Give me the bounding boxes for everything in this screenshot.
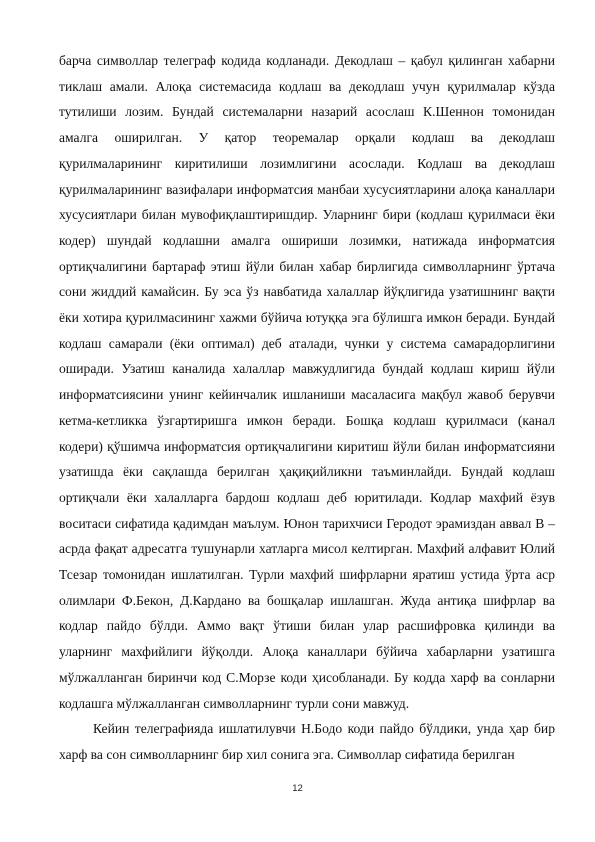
body-paragraph-1: барча символлар телеграф кодида кодланади. Декодлаш – қабул қилинган хабарни тиклаш амали. Алоқа системасида кодлаш ва декодлаш учун қурилмалар кўзда тутилиши лозим. Бундай системаларни назарий асослаш К.Шеннон томонидан амалга оширилган. У қатор теоремалар орқали кодлаш ва декодлаш қурилмаларининг киритилиши лозимлигини асослади. Кодлаш ва декодлаш қурилмаларининг вазифалари информатсия манбаи хусусиятларини алоқа каналлари хусусиятлари билан мувофиқлаштиришдир. Уларнинг бири (кодлаш қурилмаси ёки кодер) шундай кодлашни амалга ошириши лозимки, натижада информатсия ортиқчалигини бартараф этиш йўли билан хабар бирлигида символларнинг ўртача сони жиддий камайсин. Бу эса ўз навбатида халаллар йўқлигида узатишнинг вақти ёки хотира қурилмасининг хажми бўйича ютуққа эга бўлишга имкон беради. Бундай кодлаш самарали (ёки оптимал) деб аталади, чунки у система самарадорлигини оширади. Узатиш каналида халаллар мавжудлигида бундай кодлаш кириш йўли информатсиясини унинг кейинчалик ишланиши масаласига мақбул жавоб берувчи кетма-кетликка ўзгартиришга имкон беради. Бошқа кодлаш қурилмаси (канал кодери) қўшимча информатсия ортиқчалигини киритиш йўли билан информатсияни узатишда ёки сақлашда берилган ҳақиқийликни таъминлайди. Бундай кодлаш ортиқчали ёки халалларга бардош кодлаш деб юритилади. Кодлар махфий ёзув воситаси сифатида қадимдан маълум. Юнон тарихчиси Геродот эрамиздан аввал В – асрда фақат адресатга тушунарли хатларга мисол келтирган. Махфий алфавит Юлий Тсезар томонидан ишлатилган. Турли махфий шифрларни яратиш устида ўрта аср олимлари Ф.Бекон, Д.Кардано ва бошқалар ишлашган. Жуда антиқа шифрлар ва кодлар пайдо бўлди. Аммо вақт ўтиши билан улар расшифровка қилинди ва уларнинг махфийлиги йўқолди. Алоқа каналлари бўйича хабарларни узатишга мўлжалланган биринчи код С.Морзе коди ҳисобланади. Бу кодда харф ва сонларни кодлашга мўлжалланган символларнинг турли сони мавжуд. <box>59 53 555 711</box>
document-page <box>59 48 555 768</box>
page-number: 12 <box>292 783 303 794</box>
body-paragraph-2: Кейин телеграфияда ишлатилувчи Н.Бодо коди пайдо бўлдики, унда ҳар бир харф ва сон символларнинг бир хил сонига эга. Символлар сифатида берилган <box>59 721 555 762</box>
